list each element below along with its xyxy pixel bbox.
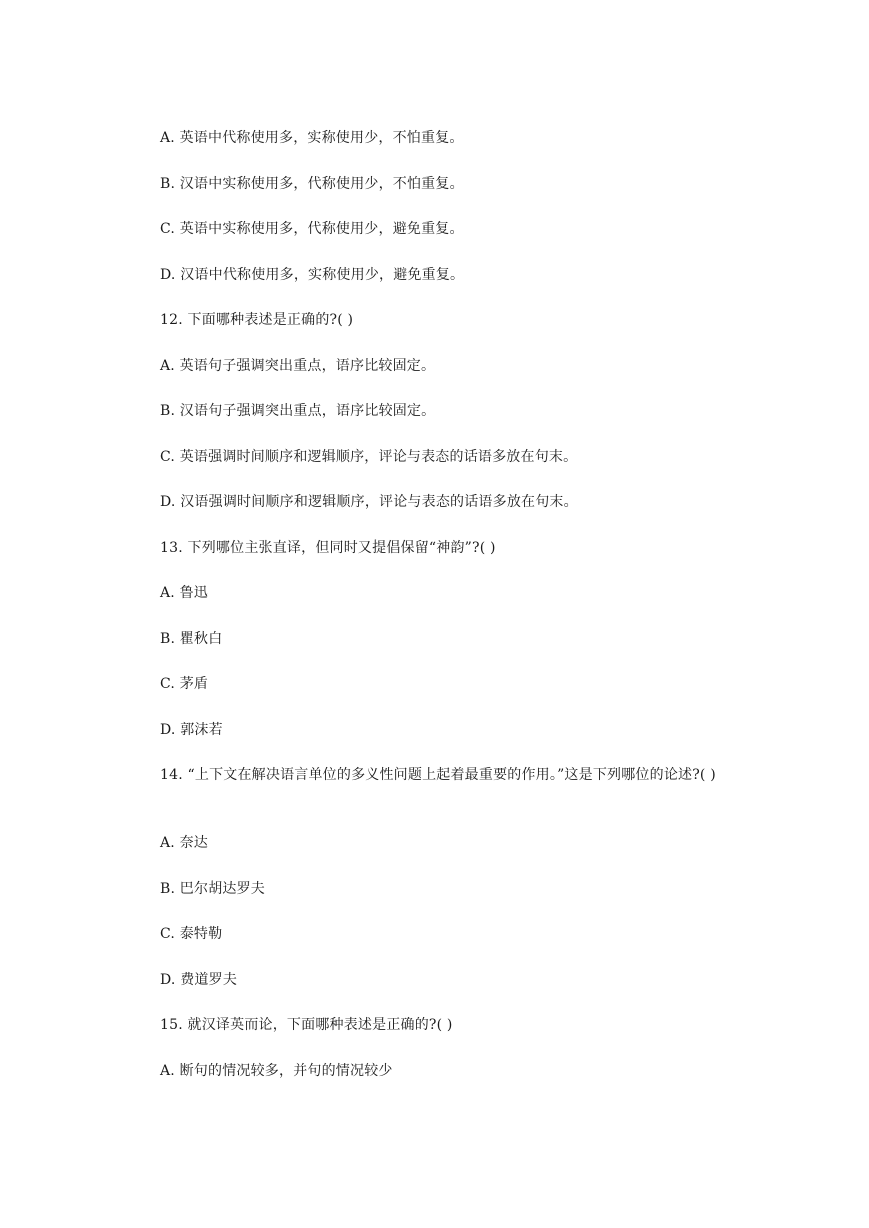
q12-option-b: B. 汉语句子强调突出重点，语序比较固定。 (160, 403, 436, 419)
q14-option-c: C. 泰特勒 (160, 926, 223, 942)
q14-option-d: D. 费道罗夫 (160, 972, 238, 988)
q11-option-c: C. 英语中实称使用多，代称使用少，避免重复。 (160, 221, 464, 237)
q13-option-a: A. 鲁迅 (160, 585, 209, 601)
q12-option-d: D. 汉语强调时间顺序和逻辑顺序，评论与表态的话语多放在句末。 (160, 494, 578, 510)
q11-option-d: D. 汉语中代称使用多，实称使用少，避免重复。 (160, 267, 465, 283)
q13-option-c: C. 茅盾 (160, 676, 209, 692)
q13-option-d: D. 郭沫若 (160, 722, 223, 738)
q15-option-a: A. 断句的情况较多，并句的情况较少 (160, 1063, 393, 1079)
q14-option-a: A. 奈达 (160, 835, 209, 851)
q13-stem: 13. 下列哪位主张直译，但同时又提倡保留“神韵”?( ) (160, 540, 496, 556)
q11-option-a: A. 英语中代称使用多，实称使用少，不怕重复。 (160, 130, 464, 146)
q13-option-b: B. 瞿秋白 (160, 631, 223, 647)
q15-stem: 15. 就汉译英而论，下面哪种表述是正确的?( ) (160, 1017, 453, 1033)
q11-option-b: B. 汉语中实称使用多，代称使用少，不怕重复。 (160, 176, 464, 192)
q12-option-a: A. 英语句子强调突出重点，语序比较固定。 (160, 358, 436, 374)
q12-stem: 12. 下面哪种表述是正确的?( ) (160, 312, 354, 328)
q14-option-b: B. 巴尔胡达罗夫 (160, 881, 265, 897)
q14-stem: 14. “上下文在解决语言单位的多义性问题上起着最重要的作用。”这是下列哪位的论述?( ) (160, 767, 716, 783)
q12-option-c: C. 英语强调时间顺序和逻辑顺序，评论与表态的话语多放在句末。 (160, 449, 578, 465)
